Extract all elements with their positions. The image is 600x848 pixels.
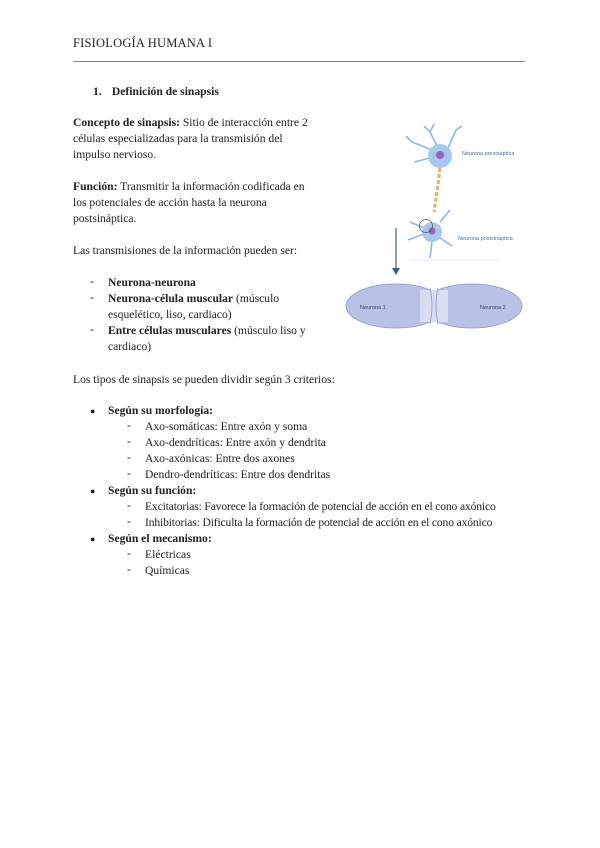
item-rest: (músculo	[233, 292, 280, 305]
postsynaptic-label: Neurona postsináptica	[458, 236, 513, 242]
transmision-item-1	[108, 275, 196, 291]
concepto-line-3: impulso nervioso.	[73, 148, 157, 161]
presynaptic-label: Neurona presináptica	[462, 151, 515, 157]
transmision-item-2-cont: esquelético, liso, cardiaco)	[108, 308, 232, 321]
section-heading	[93, 85, 219, 98]
dash: -	[90, 323, 94, 336]
dash: -	[90, 275, 94, 288]
criterio-funcion	[108, 483, 196, 499]
concepto-line-1	[73, 115, 308, 131]
dash: -	[90, 291, 94, 304]
concepto-label: Concepto de sinapsis:	[73, 116, 180, 129]
dash: -	[127, 435, 131, 448]
postsynaptic-neuron-icon	[408, 210, 452, 258]
transmisiones-intro: Las transmisiones de la información pueden ser:	[73, 244, 298, 257]
transmision-item-2	[108, 291, 279, 307]
section-number: 1.	[93, 85, 102, 98]
item-rest: (músculo liso y	[231, 324, 306, 337]
criterio-label: Según el mecanismo:	[108, 532, 212, 545]
concepto-text: Sitio de interacción entre 2	[179, 116, 308, 129]
morfologia-item: Axo-dendríticas: Entre axón y dendrita	[145, 436, 326, 449]
dash: -	[127, 563, 131, 576]
funcion-line-2: los potenciales de acción hasta la neurona	[73, 196, 267, 209]
funcion-line-3: postsináptica.	[73, 212, 137, 225]
bullet: ●	[90, 534, 96, 544]
tipos-intro: Los tipos de sinapsis se pueden dividir según 3 criterios:	[73, 373, 335, 386]
presynaptic-neuron-icon	[406, 124, 462, 168]
funcion-label: Función:	[73, 180, 118, 193]
morfologia-item: Axo-somáticas: Entre axón y soma	[145, 420, 308, 433]
criterio-label: Según su función:	[108, 484, 197, 497]
transmision-item-3-cont: cardiaco)	[108, 340, 152, 353]
transmision-item-3	[108, 323, 306, 339]
arrow-down-icon	[392, 228, 400, 275]
funcion-line-1	[73, 179, 305, 195]
dash: -	[127, 419, 131, 432]
axon	[434, 168, 440, 212]
page-header: FISIOLOGÍA HUMANA I	[73, 36, 213, 50]
section-title: Definición de sinapsis	[111, 85, 219, 98]
item-bold: Neurona-neurona	[108, 276, 196, 289]
bullet: ●	[90, 406, 96, 416]
dash: -	[127, 547, 131, 560]
morfologia-item: Axo-axónicas: Entre dos axones	[145, 452, 295, 465]
item-bold: Entre células musculares	[108, 324, 232, 337]
synapse-figure	[340, 118, 530, 338]
funcion-text: Transmitir la información codificada en	[117, 180, 305, 193]
bullet: ●	[90, 486, 96, 496]
mecanismo-item: Eléctricas	[145, 548, 191, 561]
header-divider	[73, 61, 525, 62]
criterio-label: Según su morfología:	[108, 404, 213, 417]
dash: -	[127, 451, 131, 464]
morfologia-item: Dendro-dendríticas: Entre dos dendritas	[145, 468, 331, 481]
criterio-mecanismo	[108, 531, 212, 547]
neuron2-label: Neurona 2	[480, 305, 506, 311]
funcion-item: Inhibitorias: Dificulta la formación de potencial de acción en el cono axónico	[145, 516, 493, 529]
mecanismo-item: Químicas	[145, 564, 190, 577]
item-bold: Neurona-célula muscular	[108, 292, 234, 305]
criterio-morfologia	[108, 403, 213, 419]
dash: -	[127, 515, 131, 528]
concepto-line-2: células especializadas para la transmisión del	[73, 132, 283, 145]
funcion-item: Excitatorias: Favorece la formación de potencial de acción en el cono axónico	[145, 500, 496, 513]
neuron1-label: Neurona 1	[360, 305, 386, 311]
dash: -	[127, 499, 131, 512]
dash: -	[127, 467, 131, 480]
